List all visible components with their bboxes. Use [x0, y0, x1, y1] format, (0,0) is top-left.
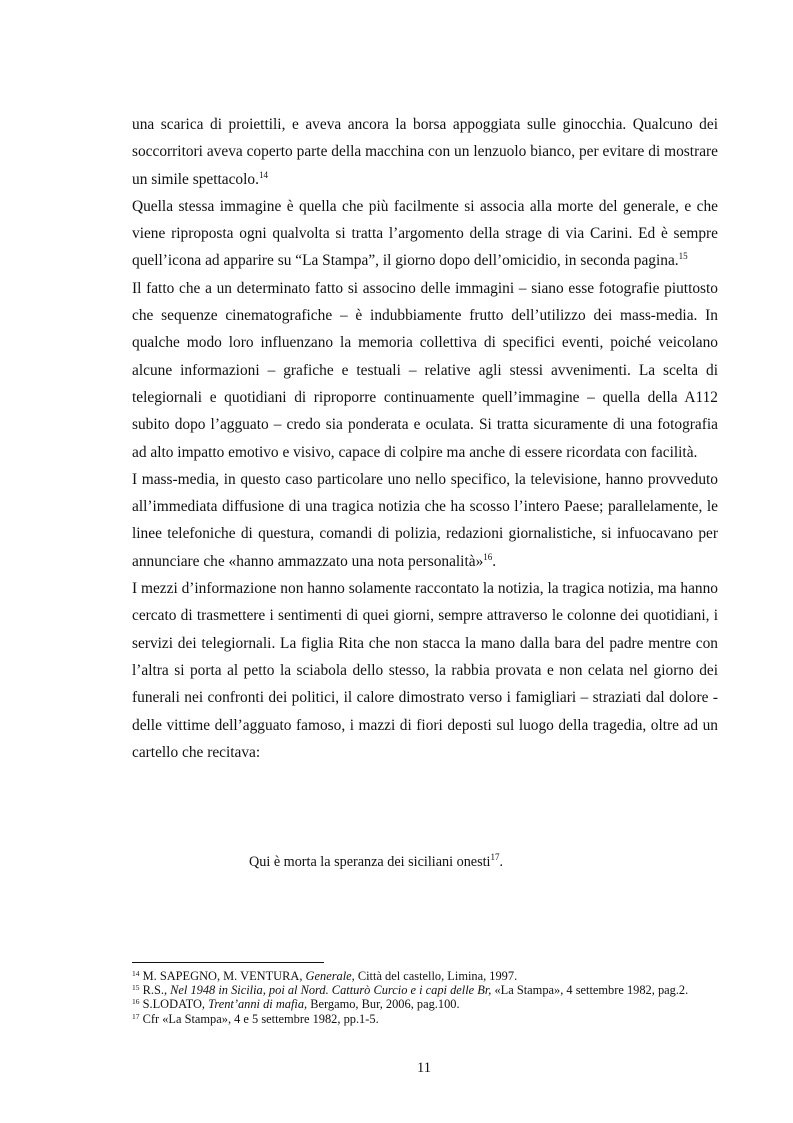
paragraph: I mezzi d’informazione non hanno solamente raccontato la notizia, la tragica notizia, ma hanno cercato di trasmettere i sentimenti di quei giorni, sempre attraverso le colonne dei quotidiani, i servizi dei telegiornali. La figlia Rita che non stacca la mano dalla bara del padre mentre con l’altra si porta al petto la sciabola dello stesso, la rabbia provata e non celata nel giorno dei funerali nei confronti dei politici, il calore dimostrato verso i famigliari – straziati dal dolore - delle vittime dell’agguato famoso, i mazzi di fiori deposti sul luogo della tragedia, oltre ad un cartello che recitava:	[132, 580, 718, 761]
page-number: 11	[417, 1060, 431, 1076]
footnote-number: 15	[132, 983, 140, 993]
footnote: $^{16}$ S.LODATO, Trent’anni di mafia, Bergamo, Bur, 2006, pag.100.	[132, 997, 460, 1012]
footnote-ref[interactable]: 15	[678, 251, 688, 262]
footnote: $^{17}$ Cfr «La Stampa», 4 e 5 settembre 1982, pp.1-5.	[132, 1011, 379, 1026]
paragraph: Quella stessa immagine è quella che più facilmente si associa alla morte del generale, e che viene riproposta ogni qualvolta si tratta l’argomento della strage di via Carini. Ed è sempre quell’icona ad apparire su “La Stampa”, il giorno dopo dell’omicidio, in seconda pagina.$^{15}$	[132, 197, 718, 270]
footnote-divider	[132, 962, 324, 963]
body-text	[132, 111, 718, 766]
paragraph: Il fatto che a un determinato fatto si associno delle immagini – siano esse fotografie piuttosto che sequenze cinematografiche – è indubbiamente frutto dell’utilizzo dei mass-media. In qualche modo loro influenzano la memoria collettiva di specifici eventi, poiché veicolano alcune informazioni – grafiche e testuali – relative agli stessi avvenimenti. La scelta di telegiornali e quotidiani di riproporre continuamente quell’immagine – quella della A112 subito dopo l’agguato – credo sia ponderata e oculata. Si tratta sicuramente di una fotografia ad alto impatto emotivo e visivo, capace di colpire ma anche di essere ricordata con facilità.	[132, 279, 718, 461]
footnote: $^{14}$ M. SAPEGNO, M. VENTURA, Generale, Città del castello, Limina, 1997.	[132, 969, 518, 983]
footnote: $^{15}$ R.S., Nel 1948 in Sicilia, poi al Nord. Catturò Curcio e i capi delle Br, «La Stampa», 4 settembre 1982, pag.2.	[132, 983, 689, 998]
footnotes	[132, 969, 718, 1026]
block-quote: Qui è morta la speranza dei siciliani onesti$^{17}$.	[249, 852, 504, 870]
footnote-number: 16	[132, 997, 140, 1007]
footnote-ref[interactable]: 16	[483, 551, 493, 562]
footnote-number: 14	[132, 969, 140, 978]
footnote-number: 17	[132, 1011, 140, 1021]
paragraph: una scarica di proiettili, e aveva ancora la borsa appoggiata sulle ginocchia. Qualcuno dei soccorritori aveva coperto parte della macchina con un lenzuolo bianco, per evitare di mostrare un simile spettacolo.$^{14}$	[132, 116, 718, 188]
paragraph: I mass-media, in questo caso particolare uno nello specifico, la televisione, hanno provveduto all’immediata diffusione di una tragica notizia che ha scosso l’intero Paese; parallelamente, le linee telefoniche di questura, comandi di polizia, redazioni giornalistiche, si infuocavano per annunciare che «hanno ammazzato una nota personalità»$^{16}$.	[132, 470, 718, 570]
footnote-ref[interactable]: 17	[490, 852, 500, 862]
footnote-ref[interactable]: 14	[258, 169, 268, 180]
